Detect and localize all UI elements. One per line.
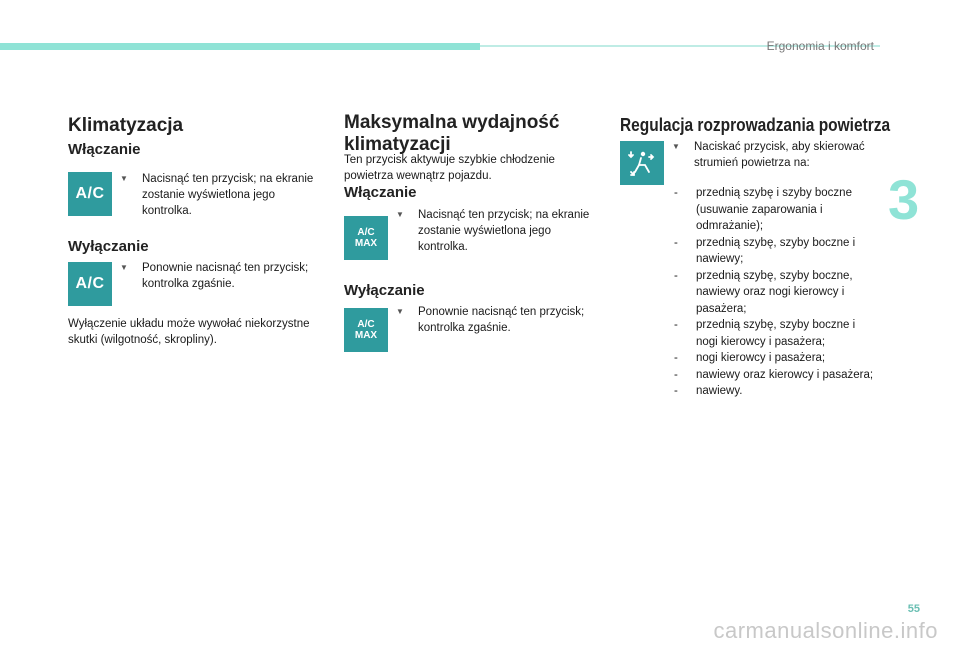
ac-max-label-bottom: MAX — [354, 238, 378, 249]
on-step-text: Nacisnąć ten przycisk; na ekranie zostanie wyświetlona jego kontrolka. — [418, 209, 590, 253]
list-item — [674, 367, 874, 384]
chapter-number: 3 — [888, 168, 920, 231]
off-heading: Wyłączanie — [344, 282, 425, 299]
dash-marker: - — [674, 385, 678, 397]
arrow-bullet-icon: ▼ — [396, 210, 404, 219]
list-item-text: nawiewy oraz kierowcy i pasażera; — [696, 368, 874, 381]
distribution-list — [674, 185, 874, 400]
on-step — [120, 171, 320, 219]
list-item — [674, 317, 874, 350]
distribution-step-text: Naciskać przycisk, aby skierować strumień powietrza na: — [694, 141, 865, 169]
ac-button-icon: A/C — [68, 262, 112, 306]
on-step-text: Nacisnąć ten przycisk; na ekranie zostanie wyświetlona jego kontrolka. — [142, 173, 314, 217]
list-item — [674, 185, 874, 235]
air-distribution-glyph — [627, 148, 657, 178]
dash-marker: - — [674, 269, 678, 282]
arrow-bullet-icon: ▼ — [120, 174, 128, 183]
on-step — [396, 207, 596, 255]
list-item-text: przednią szybę, szyby boczne, nawiewy oraz nogi kierowcy i pasażera; — [696, 269, 853, 315]
off-step-text: Ponownie nacisnąć ten przycisk; kontrolka zgaśnie. — [142, 262, 309, 290]
section-title: Regulacja rozprowadzania powietrza — [620, 115, 891, 135]
header-accent-bar — [0, 43, 480, 50]
ac-button-icon: A/C — [68, 172, 112, 216]
section-title: Klimatyzacja — [68, 115, 184, 136]
chapter-title: Ergonomia i komfort — [766, 39, 874, 53]
list-item-text: nawiewy. — [696, 385, 743, 397]
page-number: 55 — [907, 603, 920, 615]
off-step-text: Ponownie nacisnąć ten przycisk; kontrolka zgaśnie. — [418, 306, 585, 334]
dash-marker: - — [674, 352, 678, 364]
off-heading: Wyłączanie — [68, 238, 149, 255]
list-item — [674, 235, 874, 268]
off-step — [396, 304, 596, 336]
list-item-text: przednią szybę i szyby boczne (usuwanie zaparowania i odmrażanie); — [696, 187, 852, 232]
ac-max-button-icon — [344, 308, 388, 352]
distribution-step — [672, 139, 872, 171]
arrow-bullet-icon: ▼ — [120, 263, 128, 272]
ac-max-label-top: A/C — [357, 227, 375, 238]
dash-marker: - — [674, 319, 678, 331]
dash-marker: - — [674, 368, 678, 381]
arrow-bullet-icon: ▼ — [396, 307, 404, 316]
watermark: carmanualsonline.info — [713, 618, 938, 643]
dash-marker: - — [674, 187, 678, 199]
section-title: Maksymalna wydajność klimatyzacji — [344, 112, 560, 155]
note-text: Wyłączenie układu może wywołać niekorzystne skutki (wilgotność, skropliny). — [68, 318, 310, 346]
list-item — [674, 268, 874, 318]
air-distribution-icon — [620, 141, 664, 185]
dash-marker: - — [674, 236, 678, 249]
list-item — [674, 383, 874, 400]
list-item — [674, 350, 874, 367]
ac-max-button-icon — [344, 216, 388, 260]
intro-text: Ten przycisk aktywuje szybkie chłodzenie powietrza wewnątrz pojazdu. — [344, 154, 555, 182]
arrow-bullet-icon: ▼ — [672, 142, 680, 151]
list-item-text: przednią szybę, szyby boczne i nawiewy; — [696, 236, 856, 265]
off-step — [120, 260, 320, 292]
on-heading: Włączanie — [68, 141, 141, 158]
list-item-text: nogi kierowcy i pasażera; — [696, 352, 826, 364]
ac-max-label-top: A/C — [357, 319, 375, 330]
list-item-text: przednią szybę, szyby boczne i nogi kierowcy i pasażera; — [696, 319, 856, 348]
on-heading: Włączanie — [344, 184, 417, 201]
ac-max-label-bottom: MAX — [354, 330, 378, 341]
